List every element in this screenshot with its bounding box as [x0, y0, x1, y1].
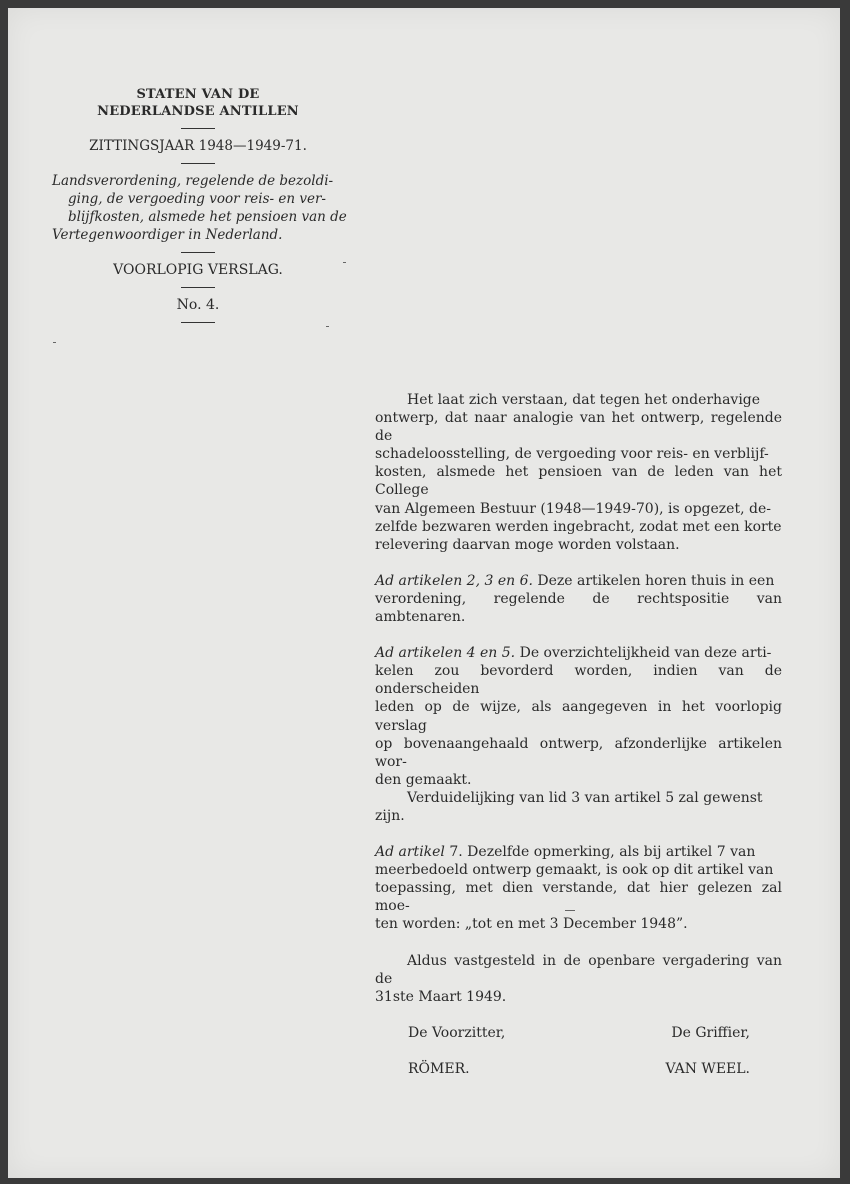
paper-speck [343, 262, 346, 263]
text-line: zelfde bezwaren werden ingebracht, zodat met een korte [375, 518, 782, 535]
subject-line: Landsverordening, regelende de bezoldi- [52, 173, 334, 189]
report-type: VOORLOPIG VERSLAG. [113, 262, 283, 278]
text-fragment: Deze artikelen horen thuis in een [532, 572, 775, 589]
report-body [375, 391, 782, 1078]
clerk-name: VAN WEEL. [665, 1060, 750, 1077]
divider [181, 163, 215, 164]
text-line: verordening, regelende de rechtspositie van ambtenaren. [375, 590, 782, 626]
session-number: ZITTINGSJAAR 1948—1949-71. [89, 138, 307, 154]
section-heading: Ad artikel [375, 844, 445, 861]
chair-name: RÖMER. [408, 1060, 470, 1077]
organization-line-1: STATEN VAN DE [136, 87, 260, 102]
section-articles-4-5 [375, 644, 782, 825]
text-line: kelen zou bevorderd worden, indien van de onderscheiden [375, 663, 782, 698]
text-line: van Algemeen Bestuur (1948—1949-70), is opgezet, de- [375, 500, 771, 517]
section-articles-2-3-6 [375, 572, 782, 626]
paper-speck [326, 326, 329, 327]
text-line [375, 572, 782, 590]
text-line: den gemaakt. [375, 771, 472, 788]
paper-speck [565, 910, 575, 911]
text-fragment: De overzichtelijkheid van deze arti- [515, 645, 772, 662]
document-page [8, 8, 840, 1178]
signature-names [375, 1060, 782, 1078]
divider [181, 128, 215, 129]
subject-line: ging, de vergoeding voor reis- en ver- [68, 191, 326, 207]
chair-label: De Voorzitter, [408, 1024, 506, 1041]
divider [181, 322, 215, 323]
closing-paragraph [375, 952, 782, 1006]
subject-line: blijfkosten, alsmede het pensioen van de [68, 209, 347, 225]
text-line: meerbedoeld ontwerp gemaakt, is ook op dit artikel van [375, 862, 774, 879]
text-line: zijn. [375, 807, 405, 824]
document-number: No. 4. [176, 297, 220, 313]
text-line: Verduidelijking van lid 3 van artikel 5 zal gewenst [407, 789, 763, 806]
section-heading: Ad artikelen 2, 3 en 6. [375, 572, 533, 589]
subject-title [48, 172, 348, 244]
divider [181, 252, 215, 253]
text-line: 31ste Maart 1949. [375, 988, 507, 1005]
text-line: kosten, alsmede het pensioen van de leden van het College [375, 464, 782, 499]
text-line: ten worden: „tot en met 3 December 1948”. [375, 916, 688, 933]
text-line: Aldus vastgesteld in de openbare vergadering van de [375, 952, 782, 987]
section-article-7 [375, 843, 782, 933]
text-line [375, 644, 782, 662]
organization-line-2: NEDERLANDSE ANTILLEN [97, 104, 299, 119]
section-heading: Ad artikelen 4 en 5. [375, 645, 516, 662]
paper-speck [53, 342, 56, 343]
text-line [375, 843, 782, 861]
text-fragment: 7. Dezelfde opmerking, als bij artikel 7 van [444, 844, 756, 861]
text-line: relevering daarvan moge worden volstaan. [375, 536, 680, 553]
text-line: schadeloosstelling, de vergoeding voor reis- en verblijf- [375, 446, 769, 463]
text-line: op bovenaangehaald ontwerp, afzonderlijke artikelen wor- [375, 735, 782, 770]
subject-line: Vertegenwoordiger in Nederland. [52, 227, 283, 243]
document-header [48, 86, 348, 331]
text-line: leden op de wijze, als aangegeven in het voorlopig verslag [375, 699, 782, 734]
text-line: Het laat zich verstaan, dat tegen het onderhavige [407, 392, 761, 408]
text-line: toepassing, met dien verstande, dat hier gelezen zal moe- [375, 880, 782, 915]
signature-labels [375, 1024, 782, 1042]
text-line: ontwerp, dat naar analogie van het ontwerp, regelende de [375, 410, 782, 445]
clerk-label: De Griffier, [671, 1024, 750, 1041]
divider [181, 287, 215, 288]
intro-paragraph [375, 391, 782, 554]
